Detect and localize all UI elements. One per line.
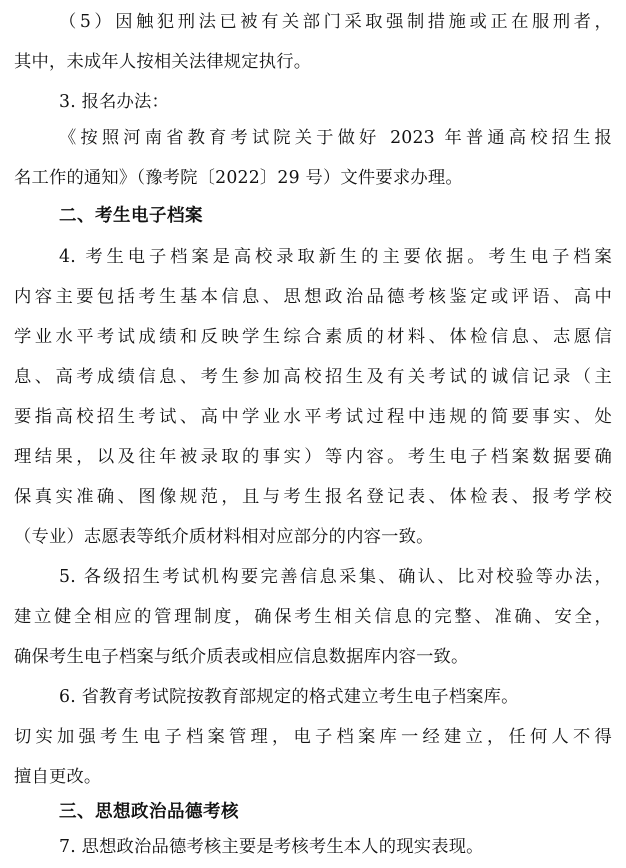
paragraph-line: （专业）志愿表等纸介质材料相对应部分的内容一致。 [14,527,434,547]
paragraph-line: 保真实准确、图像规范，且与考生报名登记表、体检表、报考学校 [14,487,612,507]
paragraph-line: 4. 考生电子档案是高校录取新生的主要依据。考生电子档案 [59,247,612,267]
paragraph-line: 3. 报名办法： [59,92,169,112]
paragraph-line: 擅自更改。 [14,767,102,787]
section-heading: 二、考生电子档案 [59,206,203,226]
paragraph-line: 建立健全相应的管理制度，确保考生相关信息的完整、准确、安全， [14,607,612,627]
paragraph-line: 7. 思想政治品德考核主要是考核考生本人的现实表现。 [59,837,484,857]
paragraph-line: （5）因触犯刑法已被有关部门采取强制措施或正在服刑者， [59,12,612,32]
paragraph-line: 《按照河南省教育考试院关于做好 2023 年普通高校招生报 [59,128,612,148]
paragraph-line: 5. 各级招生考试机构要完善信息采集、确认、比对校验等办法， [59,567,612,587]
paragraph-line: 6. 省教育考试院按教育部规定的格式建立考生电子档案库。 [59,687,519,707]
paragraph-line: 切实加强考生电子档案管理，电子档案库一经建立，任何人不得 [14,727,612,747]
paragraph-line: 息、高考成绩信息、考生参加高校招生及有关考试的诚信记录（主 [14,367,612,387]
paragraph-line: 名工作的通知》（豫考院〔2022〕29 号）文件要求办理。 [14,168,463,188]
paragraph-line: 学业水平考试成绩和反映学生综合素质的材料、体检信息、志愿信 [14,327,612,347]
paragraph-line: 理结果，以及往年被录取的事实）等内容。考生电子档案数据要确 [14,447,612,467]
paragraph-line: 其中，未成年人按相关法律规定执行。 [14,52,312,72]
paragraph-line: 内容主要包括考生基本信息、思想政治品德考核鉴定或评语、高中 [14,287,612,307]
paragraph-line: 确保考生电子档案与纸介质表或相应信息数据库内容一致。 [14,647,469,667]
paragraph-line: 要指高校招生考试、高中学业水平考试过程中违规的简要事实、处 [14,407,612,427]
section-heading: 三、思想政治品德考核 [59,802,239,822]
